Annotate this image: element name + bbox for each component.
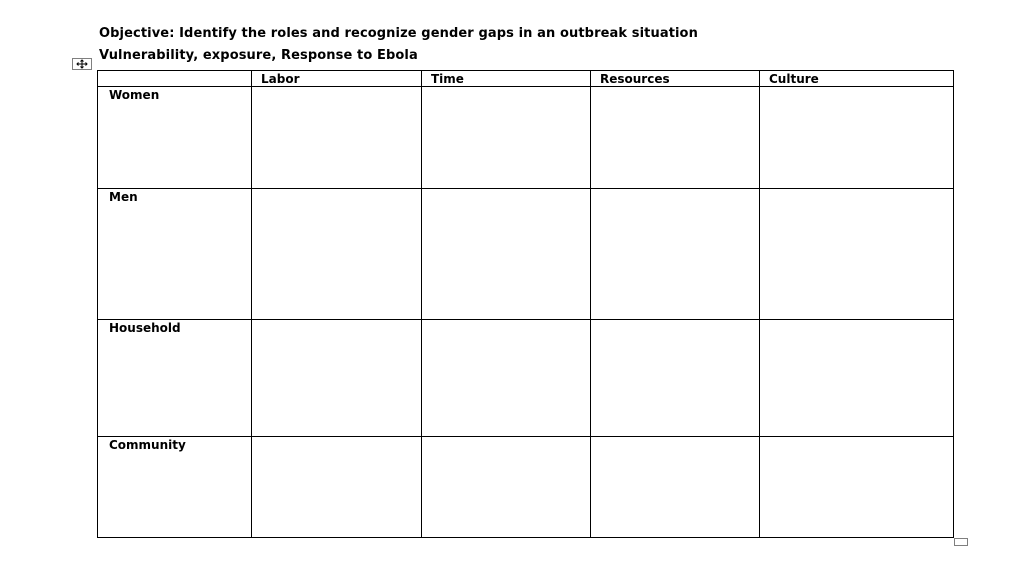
header-cell-time[interactable]: Time	[422, 71, 591, 87]
cell-women-time[interactable]	[422, 87, 591, 189]
cell-men-labor[interactable]	[252, 189, 422, 320]
cell-women-labor[interactable]	[252, 87, 422, 189]
cell-household-resources[interactable]	[591, 320, 760, 437]
cell-community-resources[interactable]	[591, 437, 760, 538]
four-arrow-move-icon	[76, 59, 88, 69]
header-cell-culture[interactable]: Culture	[760, 71, 954, 87]
subtitle-heading: Vulnerability, exposure, Response to Ebola	[99, 48, 418, 63]
cell-men-resources[interactable]	[591, 189, 760, 320]
cell-community-time[interactable]	[422, 437, 591, 538]
row-label-men[interactable]: Men	[98, 189, 252, 320]
cell-household-labor[interactable]	[252, 320, 422, 437]
cell-women-culture[interactable]	[760, 87, 954, 189]
cell-household-time[interactable]	[422, 320, 591, 437]
row-label-household[interactable]: Household	[98, 320, 252, 437]
row-label-women[interactable]: Women	[98, 87, 252, 189]
table-row	[98, 87, 954, 189]
objective-heading: Objective: Identify the roles and recognize gender gaps in an outbreak situation	[99, 26, 698, 41]
table-move-icon[interactable]	[72, 58, 92, 70]
gender-analysis-table	[97, 70, 954, 538]
cell-community-culture[interactable]	[760, 437, 954, 538]
cell-men-culture[interactable]	[760, 189, 954, 320]
row-label-community[interactable]: Community	[98, 437, 252, 538]
cell-men-time[interactable]	[422, 189, 591, 320]
cell-household-culture[interactable]	[760, 320, 954, 437]
cell-women-resources[interactable]	[591, 87, 760, 189]
header-cell-corner[interactable]	[98, 71, 252, 87]
table-resize-icon[interactable]	[954, 538, 968, 546]
header-cell-resources[interactable]: Resources	[591, 71, 760, 87]
table-header-row	[98, 71, 954, 87]
table-row	[98, 437, 954, 538]
header-cell-labor[interactable]: Labor	[252, 71, 422, 87]
table-row	[98, 320, 954, 437]
table-row	[98, 189, 954, 320]
cell-community-labor[interactable]	[252, 437, 422, 538]
